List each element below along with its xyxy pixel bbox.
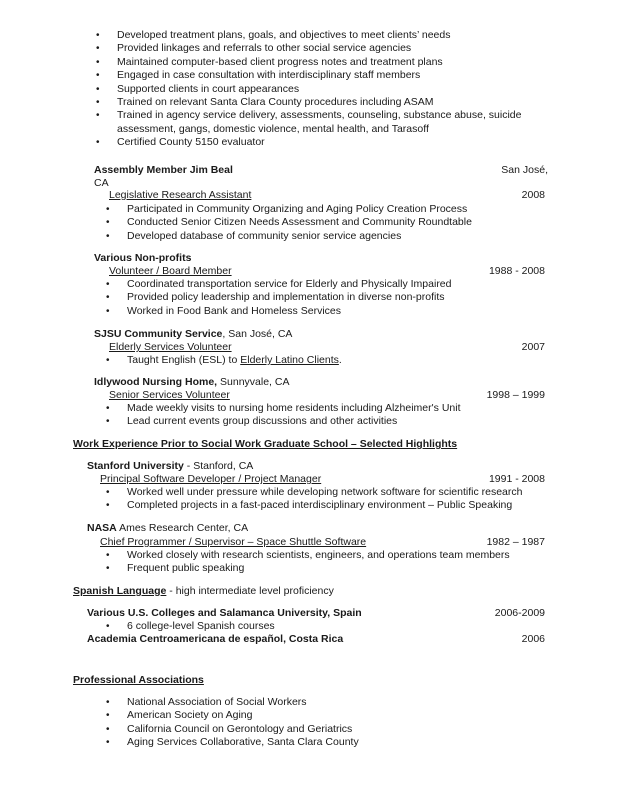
associations-heading: Professional Associations [73, 674, 204, 686]
assembly-location: San José, [501, 164, 548, 176]
sjsu-bullet-text: Taught English (ESL) to [127, 354, 241, 366]
list-item: • Coordinated transportation service for Elderly and Physically Impaired [127, 278, 452, 291]
sjsu-heading [94, 328, 292, 341]
idlywood-dates: 1998 – 1999 [486, 389, 545, 401]
idlywood-org: Idlywood Nursing Home, [94, 376, 218, 388]
nasa-dates: 1982 – 1987 [486, 536, 545, 548]
sjsu-dates: 2007 [521, 341, 545, 353]
assembly-org: Assembly Member Jim Beal [94, 164, 233, 176]
list-item: • Made weekly visits to nursing home residents including Alzheimer's Unit [127, 402, 461, 415]
list-item: • Engaged in case consultation with interdisciplinary staff members [117, 69, 521, 82]
sjsu-org: SJSU Community Service [94, 328, 223, 340]
stanford-location: - Stanford, CA [183, 460, 254, 472]
list-item: • Worked well under pressure while developing network software for scientific research [127, 486, 523, 499]
list-item: • Completed projects in a fast-paced interdisciplinary environment – Public Speaking [127, 499, 523, 512]
list-item: • Developed treatment plans, goals, and objectives to meet clients’ needs [117, 29, 521, 42]
list-item: • Frequent public speaking [127, 562, 510, 575]
list-item: • Participated in Community Organizing and Aging Policy Creation Process [127, 203, 472, 216]
spanish-school-1: Various U.S. Colleges and Salamanca University, Spain [87, 607, 362, 619]
list-item [127, 354, 342, 367]
list-item: • Trained on relevant Santa Clara County procedures including ASAM [117, 96, 521, 109]
sjsu-role: Elderly Services Volunteer [109, 341, 232, 353]
list-item: • Certified County 5150 evaluator [117, 136, 521, 149]
list-item-continuation: assessment, gangs, domestic violence, mental health, and Tarasoff [117, 122, 429, 135]
nasa-org: NASA [87, 522, 117, 534]
spanish-heading: Spanish Language [73, 585, 167, 597]
assembly-dates: 2008 [521, 189, 545, 201]
list-item: • 6 college-level Spanish courses [127, 620, 275, 633]
stanford-heading [87, 460, 253, 473]
sjsu-bullet-suffix: . [338, 354, 342, 366]
nonprofits-org: Various Non-profits [94, 252, 192, 264]
associations-list [127, 696, 359, 750]
nonprofits-dates: 1988 - 2008 [488, 265, 545, 277]
nasa-role: Chief Programmer / Supervisor – Space Shuttle Software [100, 536, 367, 548]
spanish-school-2: Academia Centroamericana de español, Costa Rica [87, 633, 344, 645]
spanish-detail: - high intermediate level proficiency [166, 585, 334, 597]
stanford-role: Principal Software Developer / Project Manager [100, 473, 322, 485]
stanford-bullets [127, 486, 523, 513]
spanish-dates-2: 2006 [521, 633, 545, 645]
list-item: • Aging Services Collaborative, Santa Clara County [127, 736, 359, 749]
nasa-location: Ames Research Center, CA [116, 522, 249, 534]
list-item: • Worked closely with research scientists, engineers, and operations team members [127, 549, 510, 562]
list-item: • National Association of Social Workers [127, 696, 359, 709]
stanford-org: Stanford University [87, 460, 184, 472]
list-item: • Trained in agency service delivery, assessments, counseling, substance abuse, suicide [117, 109, 521, 122]
list-item: • Provided linkages and referrals to other social service agencies [117, 42, 521, 55]
sjsu-bullet-link: Elderly Latino Clients [240, 354, 339, 366]
list-item: • Provided policy leadership and implementation in diverse non-profits [127, 291, 452, 304]
nasa-heading [87, 522, 248, 535]
spanish-heading-row [73, 585, 334, 598]
list-item: • Developed database of community senior service agencies [127, 230, 472, 243]
list-item: • Conducted Senior Citizen Needs Assessment and Community Roundtable [127, 216, 472, 229]
spanish-dates-1: 2006-2009 [494, 607, 545, 619]
assembly-location-cont: CA [94, 177, 109, 189]
assembly-bullets [127, 203, 472, 243]
nonprofits-role: Volunteer / Board Member [109, 265, 232, 277]
list-item: • Worked in Food Bank and Homeless Services [127, 305, 452, 318]
list-item: • Lead current events group discussions and other activities [127, 415, 461, 428]
spanish-bullets [127, 620, 275, 633]
idlywood-bullets [127, 402, 461, 429]
prior-experience-heading: Work Experience Prior to Social Work Graduate School – Selected Highlights [73, 438, 458, 450]
stanford-dates: 1991 - 2008 [488, 473, 545, 485]
idlywood-heading [94, 376, 289, 389]
list-item: • American Society on Aging [127, 709, 359, 722]
list-item: • Maintained computer-based client progress notes and treatment plans [117, 56, 521, 69]
assembly-role: Legislative Research Assistant [109, 189, 252, 201]
idlywood-role: Senior Services Volunteer [109, 389, 230, 401]
sjsu-location: , San José, CA [222, 328, 293, 340]
nasa-bullets [127, 549, 510, 576]
list-item: • Supported clients in court appearances [117, 83, 521, 96]
nonprofits-bullets [127, 278, 452, 318]
sjsu-bullets [127, 354, 342, 367]
list-item: • California Council on Gerontology and Geriatrics [127, 723, 359, 736]
top-bullet-list [117, 29, 521, 150]
idlywood-location: Sunnyvale, CA [217, 376, 290, 388]
